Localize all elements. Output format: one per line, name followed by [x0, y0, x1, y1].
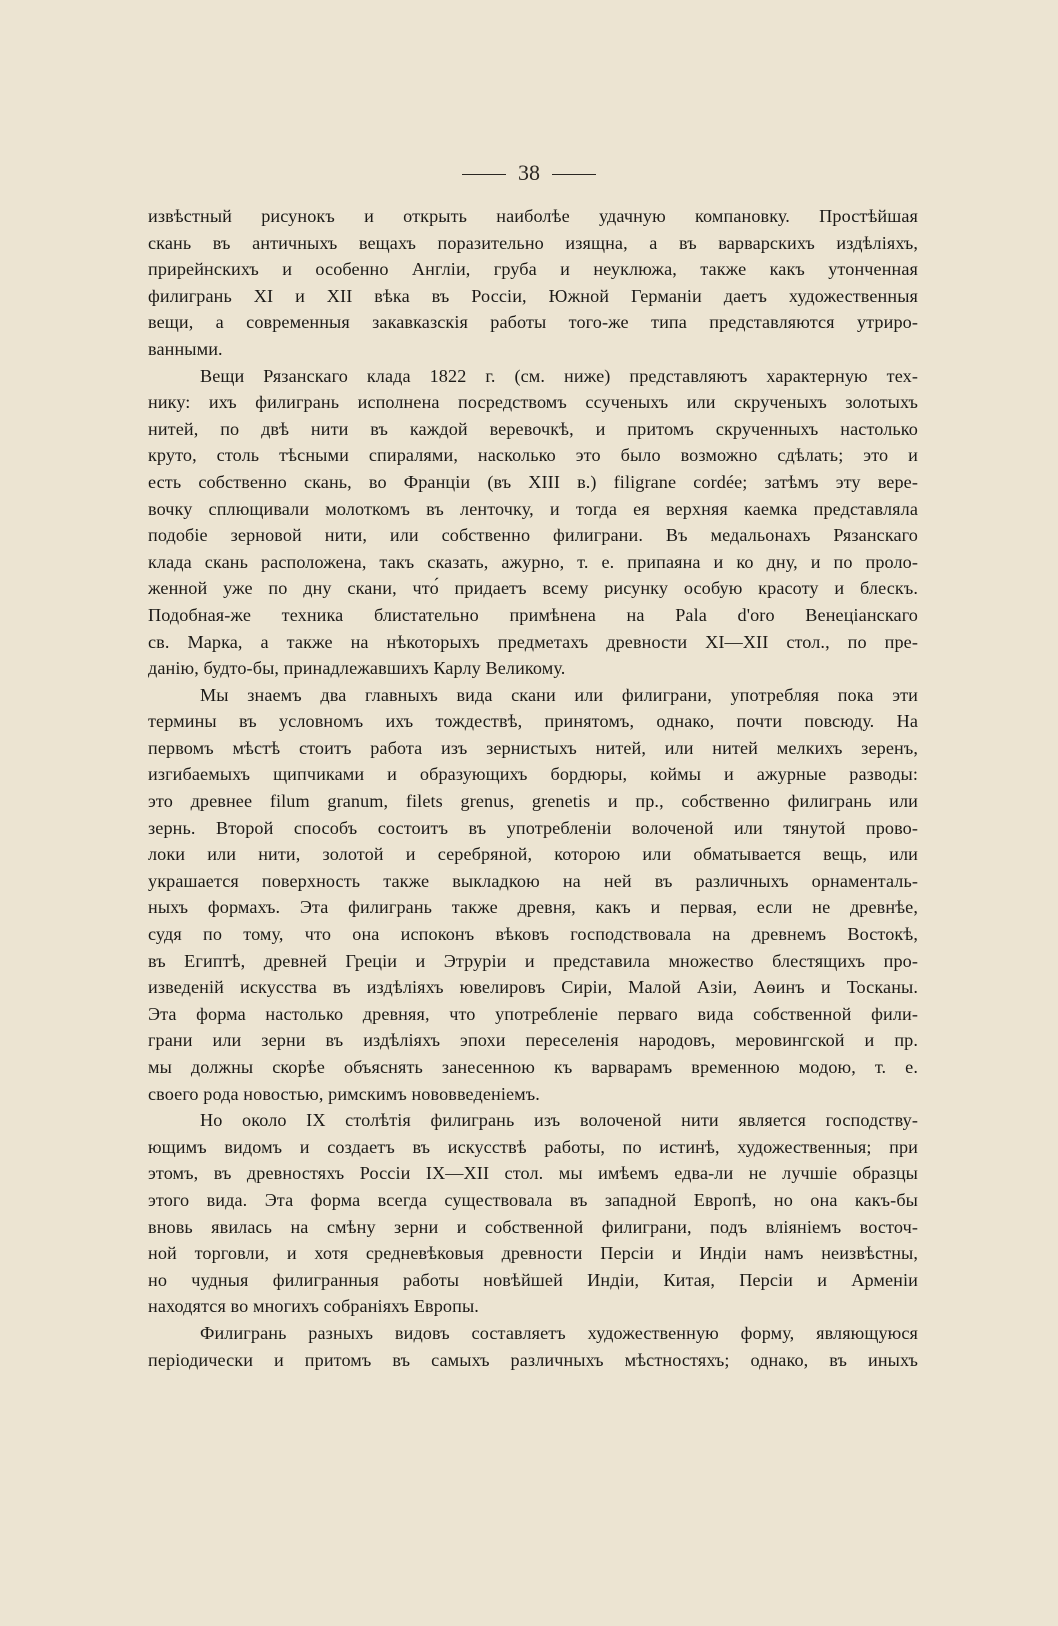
text-line: ванными.	[148, 338, 223, 359]
text-line: это древнее filum granum, filets grenus, grenetis и пр., собственно филигрань или	[148, 791, 918, 812]
text-line: находятся во многихъ собраніяхъ Европы.	[148, 1296, 479, 1317]
text-line: прирейнскихъ и особенно Англіи, груба и неуклюжа, также какъ утонченная	[148, 259, 918, 280]
page-number-value: 38	[518, 160, 540, 185]
text-line: Эта форма настолько древняя, что употребленіе перваго вида собственной фили-	[148, 1003, 918, 1024]
text-line: ныхъ формахъ. Эта филигрань также древня, какъ и первая, если не древнѣе,	[148, 897, 918, 918]
text-line: Филигрань разныхъ видовъ составляетъ художественную форму, являющуюся	[200, 1322, 918, 1343]
page-number	[0, 160, 1058, 186]
text-line: изведеній искусства въ издѣліяхъ ювелировъ Сиріи, Малой Азіи, Аѳинъ и Тосканы.	[148, 977, 918, 998]
text-line: св. Марка, а также на нѣкоторыхъ предметахъ древности XI—XII стол., по пре-	[148, 631, 919, 652]
text-line: Но около IX столѣтія филигрань изъ волоченой нити является господству-	[200, 1110, 918, 1131]
text-line: филигрань XI и XII вѣка въ Россіи, Южной Германіи даетъ художественныя	[148, 285, 918, 306]
text-line: вочку сплющивали молоткомъ въ ленточку, и тогда ея верхняя каемка представляла	[148, 498, 918, 519]
text-line: женной уже по дну скани, что́ придаетъ всему рисунку особую красоту и блескъ.	[148, 578, 918, 599]
text-line: грани или зерни въ издѣліяхъ эпохи переселенія народовъ, меровингской и пр.	[148, 1030, 918, 1051]
text-line: данію, будто-бы, принадлежавшихъ Карлу Великому.	[148, 658, 566, 679]
text-line: періодически и притомъ въ самыхъ различныхъ мѣстностяхъ; однако, въ иныхъ	[148, 1349, 918, 1370]
text-line: ной торговли, и хотя средневѣковыя древности Персіи и Индіи намъ неизвѣстны,	[148, 1243, 918, 1264]
text-line: вещи, а современныя закавказскія работы того-же типа представляются утриро-	[148, 312, 918, 333]
text-line: термины въ условномъ ихъ тождествѣ, принятомъ, однако, почти повсюду. На	[148, 711, 918, 732]
text-line: извѣстный рисунокъ и открыть наиболѣе удачную компановку. Простѣйшая	[148, 206, 918, 226]
text-line: ющимъ видомъ и создаетъ въ искусствѣ работы, по истинѣ, художественныя; при	[148, 1136, 918, 1157]
text-line: Мы знаемъ два главныхъ вида скани или филиграни, употребляя пока эти	[200, 684, 918, 705]
text-line: въ Египтѣ, древней Греціи и Этруріи и представила множество блестящихъ про-	[148, 950, 918, 971]
text-line: скань въ античныхъ вещахъ поразительно изящна, а въ варварскихъ издѣліяхъ,	[148, 232, 918, 253]
text-line: этого вида. Эта форма всегда существовала въ западной Европѣ, но она какъ-бы	[148, 1189, 918, 1210]
text-line: судя по тому, что она испоконъ вѣковъ господствовала на древнемъ Востокѣ,	[148, 924, 918, 945]
text-line: Подобная-же техника блистательно примѣнена на Pala d'oro Венеціанскаго	[148, 604, 918, 625]
body-text	[148, 203, 918, 1373]
left-dash	[462, 174, 506, 175]
text-line: нитей, по двѣ нити въ каждой веревочкѣ, и притомъ скрученныхъ настолько	[148, 418, 918, 439]
text-line: но чудныя филигранныя работы новѣйшей Индіи, Китая, Персіи и Арменіи	[148, 1269, 918, 1290]
text-line: клада скань расположена, такъ сказать, ажурно, т. е. припаяна и ко дну, и по проло-	[148, 551, 918, 572]
text-line: этомъ, въ древностяхъ Россіи IX—XII стол. мы имѣемъ едва-ли не лучшіе образцы	[148, 1163, 918, 1184]
text-line: первомъ мѣстѣ стоитъ работа изъ зернистыхъ нитей, или нитей мелкихъ зеренъ,	[148, 737, 918, 758]
text-line: мы должны скорѣе объяснять занесенною къ варварамъ временною модою, т. е.	[148, 1057, 918, 1077]
text-line: круто, столь тѣсными спиралями, насколько это было возможно сдѣлать; это и	[148, 445, 918, 466]
text-line: есть собственно скань, во Франціи (въ XIII в.) filigrane cordée; затѣмъ эту вере-	[148, 471, 918, 492]
text-line: изгибаемыхъ щипчиками и образующихъ бордюры, коймы и ажурные разводы:	[148, 764, 918, 785]
text-line: украшается поверхность также выкладкою на ней въ различныхъ орнаменталь-	[148, 870, 918, 891]
text-line: Вещи Рязанскаго клада 1822 г. (см. ниже) представляютъ характерную тех-	[200, 365, 918, 386]
text-line: нику: ихъ филигрань исполнена посредствомъ ссученыхъ или скрученыхъ золотыхъ	[148, 392, 918, 413]
text-line: вновь явилась на смѣну зерни и собственной филиграни, подъ вліяніемъ восточ-	[148, 1216, 918, 1237]
text-line: подобіе зерновой нити, или собственно филиграни. Въ медальонахъ Рязанскаго	[148, 525, 918, 546]
text-line: зернь. Второй способъ состоитъ въ употребленіи волоченой или тянутой прово-	[148, 817, 918, 838]
right-dash	[552, 174, 596, 175]
text-line: своего рода новостью, римскимъ нововведеніемъ.	[148, 1083, 540, 1104]
text-line: локи или нити, золотой и серебряной, которою или обматывается вещь, или	[148, 844, 918, 865]
